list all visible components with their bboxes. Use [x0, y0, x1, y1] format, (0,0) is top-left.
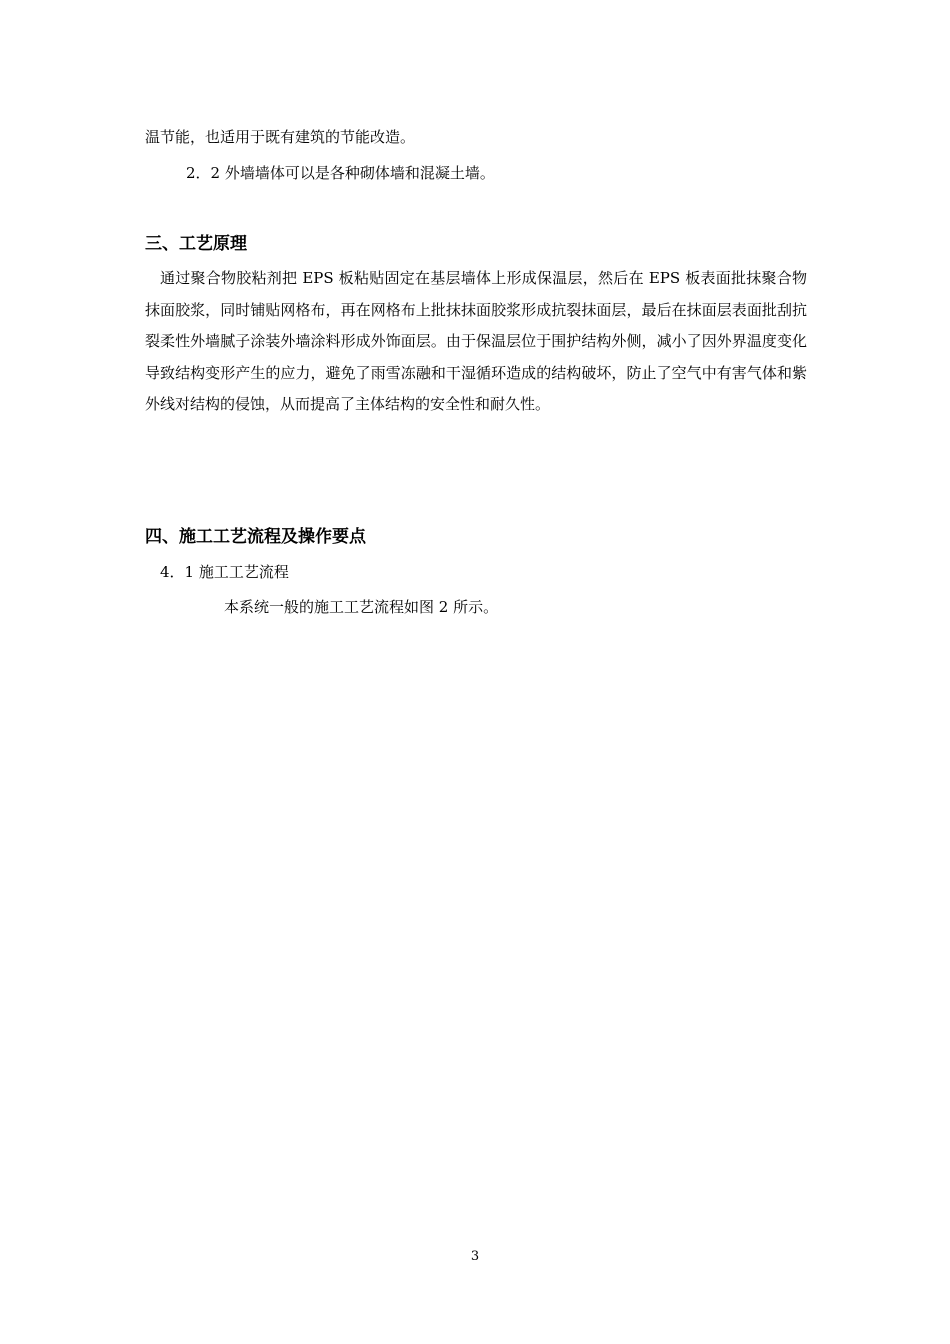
page-number: 3 [470, 1249, 480, 1264]
section-3-heading: 三、工艺原理 [145, 234, 247, 254]
item-4-1-text: 本系统一般的施工工艺流程如图 2 所示。 [224, 598, 499, 616]
intro-continuation-text: 温节能，也适用于既有建筑的节能改造。 [145, 128, 416, 146]
item-4-1-heading: 4．1 施工工艺流程 [160, 563, 289, 581]
item-2-2-text: 2．2 外墙墙体可以是各种砌体墙和混凝土墙。 [186, 164, 495, 182]
section-3-paragraph: 通过聚合物胶粘剂把 EPS 板粘贴固定在基层墙体上形成保温层，然后在 EPS 板表面批抹聚合物抹面胶浆，同时铺贴网格布，再在网格布上批抹抹面胶浆形成抗裂抹面层，最后在抹面层表面批刮抗裂柔性外墙腻子涂装外墙涂料形成外饰面层。由于保温层位于围护结构外侧，减小了因外界温度变化导致结构变形产生的应力，避免了雨雪冻融和干湿循环造成的结构破坏，防止了空气中有害气体和紫外线对结构的侵蚀，从而提高了主体结构的安全性和耐久性。 [145, 269, 807, 413]
section-4-heading: 四、施工工艺流程及操作要点 [145, 527, 366, 547]
